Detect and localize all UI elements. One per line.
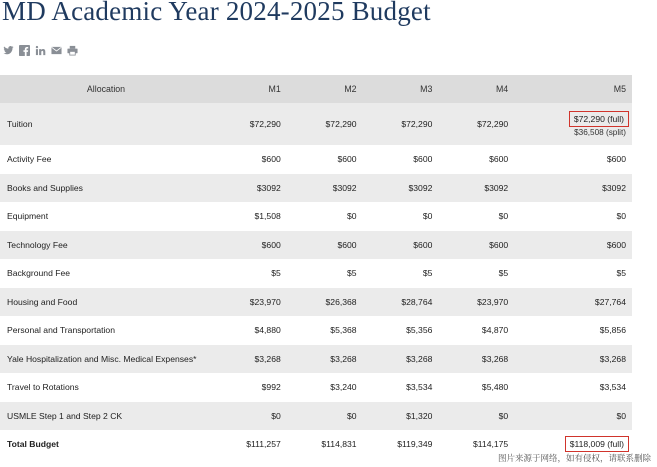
cell-m5: $0 (514, 202, 632, 231)
m5-tuition-stack (569, 111, 626, 137)
table-row (0, 316, 632, 345)
cell-m2: $600 (287, 231, 363, 260)
cell-m1: $72,290 (212, 103, 287, 145)
header-m2: M2 (287, 75, 363, 103)
cell-m3: $600 (363, 231, 439, 260)
cell-m4: $600 (438, 145, 514, 174)
cell-m2: $26,368 (287, 288, 363, 317)
cell-m1: $0 (212, 402, 287, 431)
header-m3: M3 (363, 75, 439, 103)
row-label: Books and Supplies (0, 174, 212, 203)
header-m5: M5 (514, 75, 632, 103)
cell-m5: $5 (514, 259, 632, 288)
row-label: Travel to Rotations (0, 373, 212, 402)
cell-m5: $3092 (514, 174, 632, 203)
cell-m5 (514, 103, 632, 145)
cell-m2: $114,831 (287, 430, 363, 459)
table-row (0, 259, 632, 288)
cell-m3: $3092 (363, 174, 439, 203)
cell-m2: $3092 (287, 174, 363, 203)
table-header-row (0, 75, 632, 103)
share-bar (3, 45, 78, 56)
row-label: Equipment (0, 202, 212, 231)
cell-m5: $600 (514, 145, 632, 174)
cell-m5: $5,856 (514, 316, 632, 345)
cell-m1: $23,970 (212, 288, 287, 317)
row-label: Technology Fee (0, 231, 212, 260)
cell-m3: $1,320 (363, 402, 439, 431)
cell-m4: $4,870 (438, 316, 514, 345)
email-icon[interactable] (51, 45, 62, 56)
cell-m3: $72,290 (363, 103, 439, 145)
row-label: Housing and Food (0, 288, 212, 317)
cell-m2: $72,290 (287, 103, 363, 145)
row-label: Personal and Transportation (0, 316, 212, 345)
table-row (0, 402, 632, 431)
tuition-split-value: $36,508 (split) (574, 128, 626, 137)
table-row (0, 145, 632, 174)
cell-m3: $3,534 (363, 373, 439, 402)
cell-m5: $3,534 (514, 373, 632, 402)
cell-m4: $114,175 (438, 430, 514, 459)
cell-m1: $5 (212, 259, 287, 288)
cell-m2: $5,368 (287, 316, 363, 345)
cell-m3: $5,356 (363, 316, 439, 345)
cell-m2: $5 (287, 259, 363, 288)
row-label: Activity Fee (0, 145, 212, 174)
row-label: Yale Hospitalization and Misc. Medical Expenses* (0, 345, 212, 374)
linkedin-icon[interactable] (35, 45, 46, 56)
twitter-icon[interactable] (3, 45, 14, 56)
cell-m3: $3,268 (363, 345, 439, 374)
cell-m4: $3,268 (438, 345, 514, 374)
cell-m2: $600 (287, 145, 363, 174)
cell-m1: $992 (212, 373, 287, 402)
table-row-tuition (0, 103, 632, 145)
highlight-box-tuition-full: $72,290 (full) (569, 111, 629, 127)
table-row (0, 202, 632, 231)
cell-m4: $5,480 (438, 373, 514, 402)
row-label: Background Fee (0, 259, 212, 288)
watermark: 图片来源于网络，如有侵权，请联系删除 (497, 453, 651, 463)
cell-m3: $5 (363, 259, 439, 288)
row-label: USMLE Step 1 and Step 2 CK (0, 402, 212, 431)
cell-m1: $1,508 (212, 202, 287, 231)
cell-m3: $28,764 (363, 288, 439, 317)
table-row (0, 174, 632, 203)
cell-m4: $72,290 (438, 103, 514, 145)
print-icon[interactable] (67, 45, 78, 56)
cell-m5: $0 (514, 402, 632, 431)
cell-m4: $0 (438, 402, 514, 431)
highlight-box-total-full: $118,009 (full) (565, 436, 629, 452)
cell-m5: $3,268 (514, 345, 632, 374)
budget-table (0, 75, 632, 459)
page-title: MD Academic Year 2024-2025 Budget (2, 0, 431, 26)
header-m4: M4 (438, 75, 514, 103)
header-m1: M1 (212, 75, 287, 103)
cell-m4: $3092 (438, 174, 514, 203)
cell-m5: $600 (514, 231, 632, 260)
cell-m1: $600 (212, 231, 287, 260)
row-label: Total Budget (0, 430, 212, 459)
table-row (0, 288, 632, 317)
table-row (0, 345, 632, 374)
facebook-icon[interactable] (19, 45, 30, 56)
cell-m3: $119,349 (363, 430, 439, 459)
table-row (0, 373, 632, 402)
cell-m4: $23,970 (438, 288, 514, 317)
cell-m2: $0 (287, 202, 363, 231)
cell-m2: $3,240 (287, 373, 363, 402)
cell-m3: $0 (363, 202, 439, 231)
cell-m4: $600 (438, 231, 514, 260)
cell-m2: $3,268 (287, 345, 363, 374)
cell-m3: $600 (363, 145, 439, 174)
cell-m1: $3092 (212, 174, 287, 203)
header-allocation: Allocation (0, 75, 212, 103)
cell-m2: $0 (287, 402, 363, 431)
row-label: Tuition (0, 103, 212, 145)
cell-m1: $4,880 (212, 316, 287, 345)
cell-m4: $5 (438, 259, 514, 288)
cell-m1: $600 (212, 145, 287, 174)
cell-m1: $3,268 (212, 345, 287, 374)
cell-m4: $0 (438, 202, 514, 231)
cell-m5: $27,764 (514, 288, 632, 317)
table-row (0, 231, 632, 260)
cell-m1: $111,257 (212, 430, 287, 459)
